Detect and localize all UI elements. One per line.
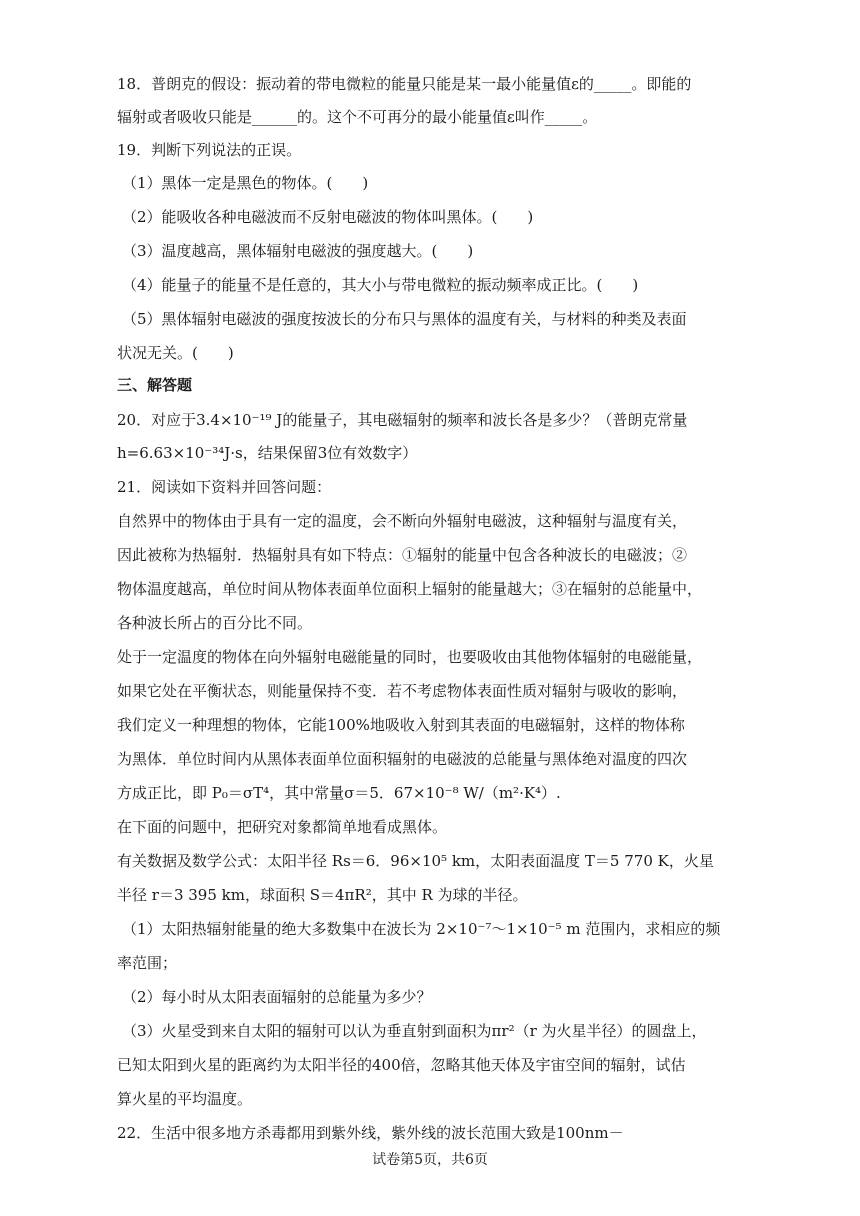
q18-line-2: 辐射或者吸收只能是______的。这个不可再分的最小能量值ε叫作_____。 (117, 108, 598, 126)
q20-line-2: h=6.63×10⁻³⁴J·s，结果保留3位有效数字） (117, 444, 418, 462)
page-footer: 试卷第5页，共6页 (372, 1152, 488, 1168)
q21-para-2-line-4: 为黑体．单位时间内从黑体表面单位面积辐射的电磁波的总能量与黑体绝对温度的四次 (117, 750, 688, 768)
q21-para-1-line-4: 各种波长所占的百分比不同。 (117, 614, 313, 632)
q19-stem: 19．判断下列说法的正误。 (117, 141, 302, 159)
q20-line-1: 20．对应于3.4×10⁻¹⁹ J的能量子，其电磁辐射的频率和波长各是多少？（普朗克常量 (117, 411, 688, 429)
q19-item-5-line-1: （5）黑体辐射电磁波的强度按波长的分布只与黑体的温度有关，与材料的种类及表面 (122, 310, 687, 328)
q21-para-3: 在下面的问题中，把研究对象都简单地看成黑体。 (117, 818, 448, 836)
q21-para-2-line-2: 如果它处在平衡状态，则能量保持不变．若不考虑物体表面性质对辐射与吸收的影响， (117, 682, 688, 700)
q21-sub-1-line-2: 率范围； (117, 954, 178, 972)
q21-sub-2: （2）每小时从太阳表面辐射的总能量为多少？ (122, 988, 432, 1006)
q19-item-3: （3）温度越高，黑体辐射电磁波的强度越大。( ) (122, 242, 474, 260)
q21-sub-3-line-3: 算火星的平均温度。 (117, 1090, 253, 1108)
q18-line-1: 18．普朗克的假设：振动着的带电微粒的能量只能是某一最小能量值ε的_____。即能的 (117, 75, 692, 93)
q21-stem: 21．阅读如下资料并回答问题： (117, 478, 332, 496)
q21-sub-3-line-2: 已知太阳到火星的距离约为太阳半径的400倍，忽略其他天体及宇宙空间的辐射，试估 (117, 1056, 686, 1074)
q19-item-1: （1）黑体一定是黑色的物体。( ) (122, 174, 369, 192)
q21-para-1-line-3: 物体温度越高，单位时间从物体表面单位面积上辐射的能量越大；③在辐射的总能量中， (117, 580, 703, 598)
q19-item-5-line-2: 状况无关。( ) (117, 344, 234, 362)
q21-para-2-line-3: 我们定义一种理想的物体，它能100%地吸收入射到其表面的电磁辐射，这样的物体称 (117, 716, 685, 734)
q19-item-4: （4）能量子的能量不是任意的，其大小与带电微粒的振动频率成正比。( ) (122, 276, 639, 294)
q21-para-2-line-5: 方成正比，即 P₀＝σT⁴，其中常量σ＝5．67×10⁻⁸ W/（m²·K⁴）. (117, 784, 561, 802)
q21-para-1-line-2: 因此被称为热辐射．热辐射具有如下特点：①辐射的能量中包含各种波长的电磁波；② (117, 546, 688, 564)
section-heading: 三、解答题 (117, 376, 193, 394)
q21-data-line-2: 半径 r＝3 395 km，球面积 S＝4πR²，其中 R 为球的半径。 (117, 886, 528, 904)
q21-para-1-line-1: 自然界中的物体由于具有一定的温度，会不断向外辐射电磁波，这种辐射与温度有关， (117, 512, 688, 530)
q21-sub-1-line-1: （1）太阳热辐射能量的绝大多数集中在波长为 2×10⁻⁷～1×10⁻⁵ m 范围内，求相应的频 (122, 920, 721, 938)
q21-para-2-line-1: 处于一定温度的物体在向外辐射电磁能量的同时，也要吸收由其他物体辐射的电磁能量， (117, 648, 703, 666)
q19-item-2: （2）能吸收各种电磁波而不反射电磁波的物体叫黑体。( ) (122, 208, 534, 226)
q21-data-line-1: 有关数据及数学公式：太阳半径 Rs＝6．96×10⁵ km，太阳表面温度 T＝5 770 K，火星 (117, 852, 714, 870)
q21-sub-3-line-1: （3）火星受到来自太阳的辐射可以认为垂直射到面积为πr²（r 为火星半径）的圆盘上， (122, 1022, 707, 1040)
q22-line-1: 22．生活中很多地方杀毒都用到紫外线，紫外线的波长范围大致是100nm－ (117, 1124, 624, 1142)
